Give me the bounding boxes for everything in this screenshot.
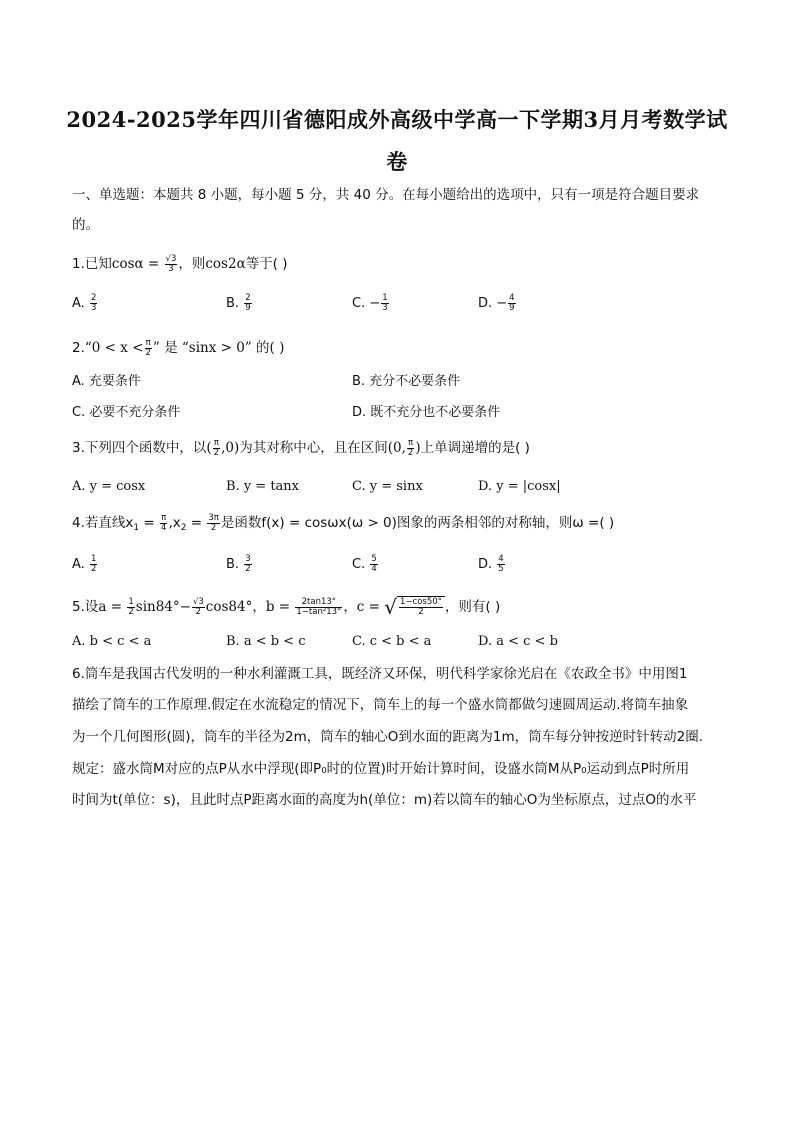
q2-option-a[interactable]: A. 充要条件 — [72, 374, 141, 389]
exam-title-line2: 卷 — [386, 149, 408, 174]
q5-option-c[interactable]: C. c < b < a — [352, 634, 432, 649]
q1-fraction — [165, 255, 178, 274]
question-6-line: 6.筒车是我国古代发明的一种水利灌溉工具，既经济又环保，明代科学家徐光启在《农政全书》中用图1 — [72, 666, 688, 682]
q3-pre: 下列四个函数中，以 — [84, 440, 207, 456]
q3-fraction-1: $\frac{\pi}{2}$ — [213, 437, 220, 458]
q4-sub1: 1 — [133, 523, 140, 533]
q1-frac-num: √3 — [165, 253, 177, 264]
q1-post: 等于( ) — [245, 256, 288, 272]
q3-mid: 为其对称中心，且在区间 — [239, 440, 388, 456]
q4-x2: ,x — [168, 515, 181, 531]
q5-sqrt3-half: $\frac{√3}{2}$ — [192, 596, 204, 617]
q3-option-d[interactable]: D. y = |cosx| — [478, 479, 561, 494]
section-instruction: 一、单选题：本题共 8 小题，每小题 5 分，共 40 分。在每小题给出的选项中，只有一项是符合题目要求 — [72, 187, 700, 203]
question-3 — [72, 438, 722, 458]
q1-option-a[interactable]: A. $\frac{2}{3}$ — [72, 293, 97, 313]
q4-option-b[interactable]: B. $\frac{3}{2}$ — [226, 554, 251, 574]
section-instruction-cont: 的。 — [72, 217, 99, 233]
q2-option-c[interactable]: C. 必要不充分条件 — [72, 405, 181, 420]
question-6-line: 时间为t(单位：s)，且此时点P距离水面的高度为h(单位：m)若以筒车的轴心O为坐标原点，过点O的水平 — [72, 792, 697, 808]
q4-option-a[interactable]: A. $\frac{1}{2}$ — [72, 554, 97, 574]
q3-option-a[interactable]: A. y = cosx — [72, 479, 146, 494]
q5-post: ，则有( ) — [444, 599, 501, 615]
q4-sub2: 2 — [180, 523, 187, 533]
q4-fraction-2: $\frac{3\pi}{2}$ — [208, 512, 219, 533]
q5-radicand: $\frac{1-\cos 50^\circ}{2}$ — [397, 596, 445, 617]
q3-paren-open: ( — [206, 440, 212, 456]
question-2 — [72, 338, 722, 358]
q4-eq1: = — [139, 515, 160, 531]
radical-icon: √ — [384, 595, 398, 619]
q5-b-fraction: $\frac{2\tan 13^\circ}{\text{1−tan²13°}}$ — [296, 596, 342, 617]
q1-mid: ，则 — [178, 256, 206, 272]
q3-interval-close: ) — [415, 440, 421, 456]
question-1 — [72, 254, 722, 274]
q4-number: 4. — [72, 515, 85, 531]
q3-interval-open: (0, — [387, 440, 406, 456]
q1-cos-alpha: cosα = — [111, 256, 164, 272]
q1-option-c[interactable]: C. − $\frac{1}{3}$ — [352, 293, 388, 313]
q5-option-b[interactable]: B. a < b < c — [226, 634, 306, 649]
q3-number: 3. — [72, 440, 85, 456]
q3-paren-close: ,0) — [221, 440, 240, 456]
q1-pre: 已知 — [84, 256, 112, 272]
q4-option-d[interactable]: D. $\frac{4}{5}$ — [478, 554, 504, 574]
q3-option-c[interactable]: C. y = sinx — [352, 479, 423, 494]
question-5 — [72, 596, 722, 617]
q1-cos2a: cos2α — [205, 256, 246, 272]
q4-fraction-1: $\frac{\pi}{4}$ — [161, 512, 167, 533]
q5-number: 5. — [72, 599, 85, 615]
q1-option-b[interactable]: B. $\frac{2}{9}$ — [226, 293, 251, 313]
q2-pre: “0 < x < — [84, 340, 144, 356]
q5-cos: cos84°，b = — [205, 599, 295, 615]
q5-option-a[interactable]: A. b < c < a — [72, 634, 152, 649]
exam-title-line1: 2024-2025学年四川省德阳成外高级中学高一下学期3月月考数学试 — [66, 107, 728, 132]
q3-post: 上单调递增的是( ) — [420, 440, 530, 456]
q3-option-b[interactable]: B. y = tanx — [226, 479, 299, 494]
q5-half: $\frac{1}{2}$ — [128, 596, 134, 617]
question-6-line: 描绘了筒车的工作原理.假定在水流稳定的情况下，筒车上的每一个盛水筒都做匀速圆周运动.将筒车抽象 — [72, 697, 689, 713]
q1-frac-den: 3 — [168, 263, 174, 274]
q2-option-b[interactable]: B. 充分不必要条件 — [352, 374, 461, 389]
q4-post: 是函数f(x) = cosωx(ω > 0)图象的两条相邻的对称轴，则ω =( ) — [220, 515, 615, 531]
q1-number: 1. — [72, 256, 85, 272]
q2-fraction: $\frac{\pi}{2}$ — [145, 337, 151, 358]
question-6-line: 规定：盛水筒M对应的点P从水中浮现(即P₀时的位置)时开始计算时间，设盛水筒M从P₀运动到点P时所用 — [72, 761, 690, 777]
q5-pre: 设a = — [84, 599, 127, 615]
q1-option-d[interactable]: D. − $\frac{4}{9}$ — [478, 293, 515, 313]
q2-option-d[interactable]: D. 既不充分也不必要条件 — [352, 405, 501, 420]
q5-c: ，c = — [343, 599, 385, 615]
q5-option-d[interactable]: D. a < c < b — [478, 634, 558, 649]
q4-eq2: = — [186, 515, 207, 531]
q2-mid: ” 是 “sinx > 0” 的( ) — [152, 340, 285, 356]
q4-pre: 若直线x — [84, 515, 134, 531]
question-4 — [72, 513, 722, 538]
q5-sin: sin84°− — [135, 599, 191, 615]
q2-number: 2. — [72, 340, 85, 356]
q3-fraction-2: $\frac{\pi}{2}$ — [407, 437, 414, 458]
q4-option-c[interactable]: C. $\frac{5}{4}$ — [352, 554, 377, 574]
question-6-line: 为一个几何图形(圆)，筒车的半径为2m，筒车的轴心O到水面的距离为1m，筒车每分钟按逆时针转动2圈. — [72, 729, 704, 745]
